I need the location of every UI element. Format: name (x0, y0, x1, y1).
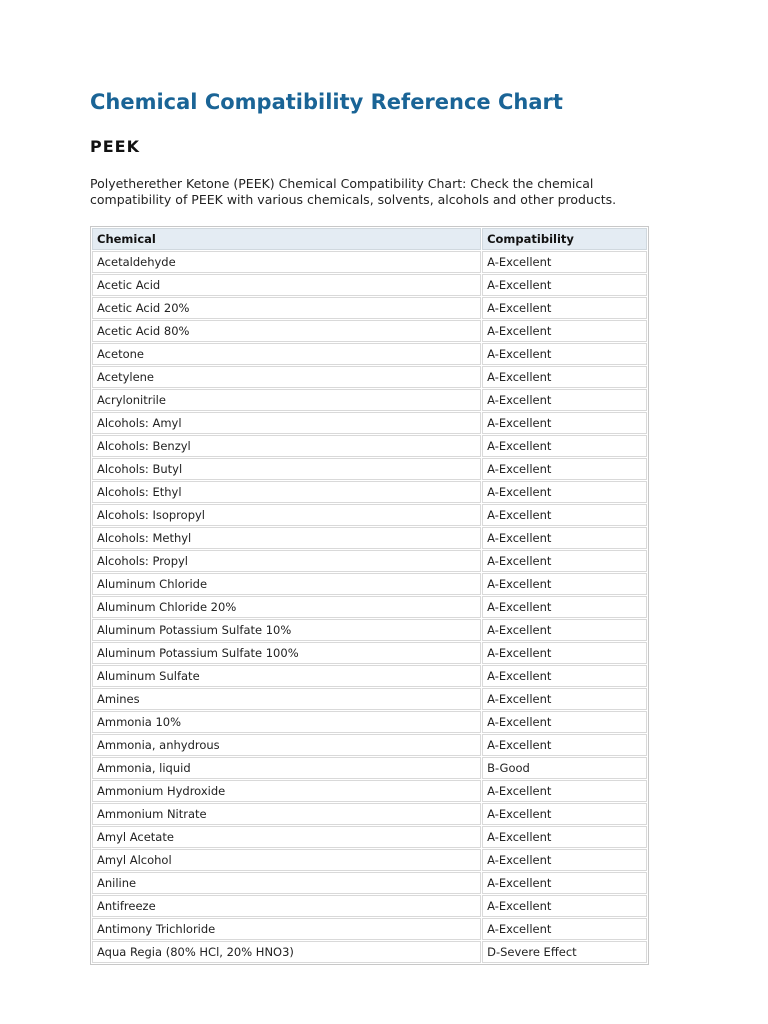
chemical-cell: Acetic Acid (92, 274, 481, 296)
table-row (92, 872, 647, 894)
table-row (92, 596, 647, 618)
table-row (92, 320, 647, 342)
chemical-cell: Ammonia, liquid (92, 757, 481, 779)
compatibility-cell: A-Excellent (482, 619, 647, 641)
table-row (92, 251, 647, 273)
compatibility-cell: D-Severe Effect (482, 941, 647, 963)
compatibility-cell: A-Excellent (482, 435, 647, 457)
chemical-cell: Amines (92, 688, 481, 710)
table-row (92, 941, 647, 963)
chemical-cell: Acetylene (92, 366, 481, 388)
column-header-compatibility: Compatibility (482, 228, 647, 250)
table-row (92, 435, 647, 457)
chemical-cell: Aqua Regia (80% HCl, 20% HNO3) (92, 941, 481, 963)
chemical-cell: Alcohols: Ethyl (92, 481, 481, 503)
compatibility-cell: A-Excellent (482, 849, 647, 871)
table-row (92, 918, 647, 940)
table-row (92, 297, 647, 319)
compatibility-cell: A-Excellent (482, 481, 647, 503)
compatibility-cell: A-Excellent (482, 918, 647, 940)
chemical-cell: Aluminum Potassium Sulfate 100% (92, 642, 481, 664)
compatibility-cell: A-Excellent (482, 826, 647, 848)
compatibility-cell: A-Excellent (482, 780, 647, 802)
chemical-cell: Ammonium Hydroxide (92, 780, 481, 802)
table-row (92, 527, 647, 549)
table-row (92, 366, 647, 388)
material-heading: PEEK (90, 137, 140, 156)
chemical-cell: Aluminum Potassium Sulfate 10% (92, 619, 481, 641)
compatibility-cell: A-Excellent (482, 665, 647, 687)
chemical-cell: Alcohols: Benzyl (92, 435, 481, 457)
compatibility-cell: A-Excellent (482, 251, 647, 273)
table-row (92, 504, 647, 526)
intro-paragraph: Polyetherether Ketone (PEEK) Chemical Compatibility Chart: Check the chemical compatibility of PEEK with various chemicals, solvents, alcohols and other products. (90, 176, 617, 207)
compatibility-cell: A-Excellent (482, 527, 647, 549)
table-row (92, 711, 647, 733)
chemical-cell: Alcohols: Isopropyl (92, 504, 481, 526)
chemical-cell: Acetone (92, 343, 481, 365)
compatibility-cell: A-Excellent (482, 412, 647, 434)
table-row (92, 757, 647, 779)
compatibility-cell: A-Excellent (482, 711, 647, 733)
page-title: Chemical Compatibility Reference Chart (90, 90, 563, 114)
compatibility-cell: A-Excellent (482, 642, 647, 664)
chemical-cell: Acetaldehyde (92, 251, 481, 273)
compatibility-cell: A-Excellent (482, 274, 647, 296)
column-header-chemical: Chemical (92, 228, 481, 250)
table-header-row (92, 228, 647, 250)
compatibility-cell: A-Excellent (482, 389, 647, 411)
chemical-cell: Aluminum Chloride (92, 573, 481, 595)
table-row (92, 642, 647, 664)
compatibility-cell: A-Excellent (482, 895, 647, 917)
chemical-cell: Antifreeze (92, 895, 481, 917)
table-row (92, 895, 647, 917)
table-row (92, 803, 647, 825)
chemical-cell: Alcohols: Butyl (92, 458, 481, 480)
table-row (92, 343, 647, 365)
chemical-cell: Alcohols: Amyl (92, 412, 481, 434)
compatibility-cell: A-Excellent (482, 803, 647, 825)
table-row (92, 274, 647, 296)
table-row (92, 688, 647, 710)
chemical-cell: Alcohols: Methyl (92, 527, 481, 549)
compatibility-table (90, 226, 649, 965)
table-row (92, 412, 647, 434)
chemical-cell: Acetic Acid 20% (92, 297, 481, 319)
table-row (92, 481, 647, 503)
chemical-cell: Antimony Trichloride (92, 918, 481, 940)
table-row (92, 389, 647, 411)
table-row (92, 780, 647, 802)
table-row (92, 826, 647, 848)
chemical-cell: Ammonia, anhydrous (92, 734, 481, 756)
chemical-cell: Acrylonitrile (92, 389, 481, 411)
table-row (92, 550, 647, 572)
chemical-cell: Aniline (92, 872, 481, 894)
chemical-cell: Ammonia 10% (92, 711, 481, 733)
compatibility-cell: A-Excellent (482, 688, 647, 710)
compatibility-cell: A-Excellent (482, 596, 647, 618)
chemical-cell: Amyl Acetate (92, 826, 481, 848)
table-row (92, 573, 647, 595)
table-row (92, 849, 647, 871)
compatibility-cell: A-Excellent (482, 504, 647, 526)
compatibility-cell: A-Excellent (482, 458, 647, 480)
compatibility-cell: A-Excellent (482, 366, 647, 388)
compatibility-cell: A-Excellent (482, 872, 647, 894)
chemical-cell: Aluminum Chloride 20% (92, 596, 481, 618)
table-row (92, 734, 647, 756)
compatibility-cell: A-Excellent (482, 573, 647, 595)
table-row (92, 619, 647, 641)
compatibility-cell: A-Excellent (482, 297, 647, 319)
chemical-cell: Aluminum Sulfate (92, 665, 481, 687)
chemical-cell: Alcohols: Propyl (92, 550, 481, 572)
chemical-cell: Amyl Alcohol (92, 849, 481, 871)
compatibility-cell: A-Excellent (482, 734, 647, 756)
table-row (92, 665, 647, 687)
compatibility-cell: B-Good (482, 757, 647, 779)
compatibility-cell: A-Excellent (482, 343, 647, 365)
chemical-cell: Ammonium Nitrate (92, 803, 481, 825)
compatibility-cell: A-Excellent (482, 550, 647, 572)
table-row (92, 458, 647, 480)
chemical-cell: Acetic Acid 80% (92, 320, 481, 342)
compatibility-cell: A-Excellent (482, 320, 647, 342)
